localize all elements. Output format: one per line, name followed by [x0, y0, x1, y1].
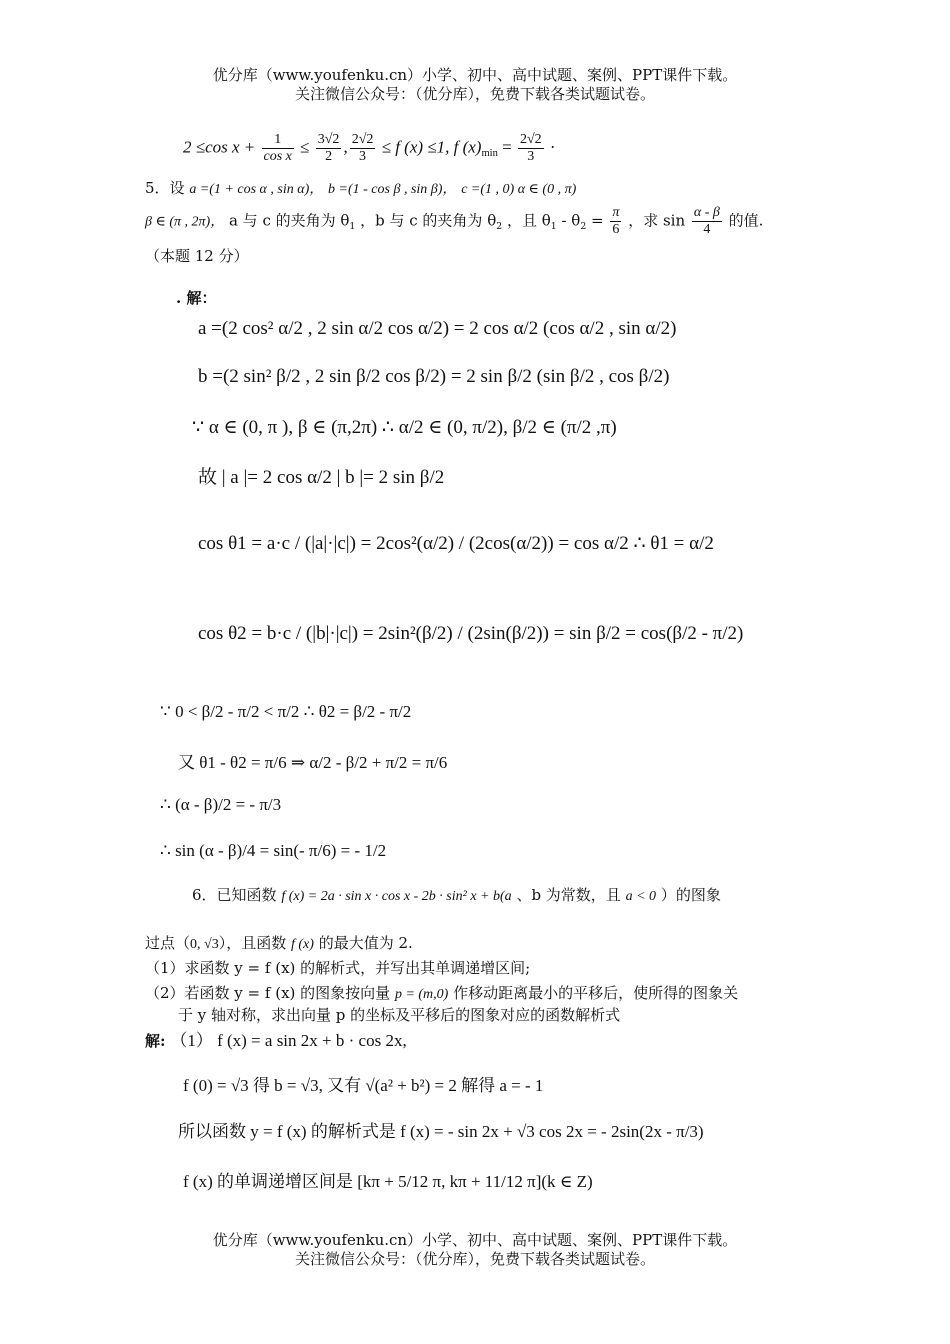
header-line-2: 关注微信公众号：（优分库），免费下载各类试题试卷。 [294, 85, 655, 103]
sol5-line-4: 故 | a |= 2 cos α/2 | b |= 2 sin β/2 [198, 467, 445, 488]
sol5-line-7: ∵ 0 < β/2 - π/2 < π/2 ∴ θ2 = β/2 - π/2 [160, 702, 412, 721]
q6-statement-line-2: 过点（0, √3），且函数 f (x) 的最大值为 2. [145, 934, 413, 952]
sol5-line-9: ∴ (α - β)/2 = - π/3 [160, 795, 282, 814]
q5-score: （本题 12 分） [145, 247, 249, 265]
header-line-1: 优分库（www.youfenku.cn）小学、初中、高中试题、案例、PPT课件下载。 [212, 66, 738, 84]
q4-result-line: 2 ≤cos x + $\frac{1}{\text{cos x}}$ ≤ $\frac{3√2}{2}$ , $\frac{2√2}{3}$ ≤ f (x) ≤1, f $(x)_{min}$ = $\frac{2√2}{3}$ · [183, 132, 556, 165]
sol5-line-10: ∴ sin (α - β)/4 = sin(- π/6) = - 1/2 [160, 841, 387, 860]
footer-line-2: 关注微信公众号：（优分库），免费下载各类试题试卷。 [294, 1250, 655, 1268]
sol5-line-1: a =(2 cos² α/2 , 2 sin α/2 cos α/2) = 2 cos α/2 (cos α/2 , sin α/2) [198, 318, 677, 339]
footer-line-1: 优分库（www.youfenku.cn）小学、初中、高中试题、案例、PPT课件下载。 [212, 1231, 738, 1249]
sol6-line-2: f (0) = √3 得 b = √3, 又有 √(a² + b²) = 2 解得 a = - 1 [183, 1076, 544, 1095]
solution-5-title: . 解： [176, 289, 217, 307]
sol5-line-8: 又 θ1 - θ2 = π/6 ⇒ α/2 - β/2 + π/2 = π/6 [178, 753, 448, 772]
q5-statement-line-2: β ∈ (π , 2π)， a 与 c 的夹角为 $\theta_1$ ，b 与 c 的夹角为 $\theta_2$ ，且 $\theta_1 - \theta_2$ = $\frac{\pi}{6}$ ，求 sin $\frac{\alpha - \beta}{4}$ 的值. [145, 205, 764, 238]
sol5-line-3: ∵ α ∈ (0, π ), β ∈ (π,2π) ∴ α/2 ∈ (0, π/2), β/2 ∈ (π/2 ,π) [192, 417, 617, 438]
q6-part-2: （2）若函数 y = f (x) 的图象按向量 p = (m,0) 作移动距离最小的平移后，使所得的图象关 [145, 984, 739, 1002]
q6-part-2-cont: 于 y 轴对称，求出向量 p 的坐标及平移后的图象对应的函数解析式 [178, 1006, 621, 1024]
sol5-line-5: cos θ1 = a·c / (|a|·|c|) = 2cos²(α/2) / (2cos(α/2)) = cos α/2 ∴ θ1 = α/2 [198, 533, 714, 554]
q5-statement-line-1: 5．设 a =(1 + cos α , sin α)， b =(1 - cos β , sin β)， c =(1 , 0) α ∈ (0 , π) [145, 179, 577, 197]
sol6-line-4: f (x) 的单调递增区间是 [kπ + 5/12 π, kπ + 11/12 π](k ∈ Z) [183, 1172, 593, 1191]
sol5-line-6: cos θ2 = b·c / (|b|·|c|) = 2sin²(β/2) / (2sin(β/2)) = sin β/2 = cos(β/2 - π/2) [198, 623, 744, 644]
sol6-line-3: 所以函数 y = f (x) 的解析式是 f (x) = - sin 2x + √3 cos 2x = - 2sin(2x - π/3) [178, 1122, 704, 1141]
q6-part-1: （1）求函数 y = f (x) 的解析式，并写出其单调递增区间; [145, 959, 531, 977]
q6-statement-line-1: 6．已知函数 f (x) = 2a · sin x · cos x - 2b · sin² x + b(a 、b 为常数，且 a < 0 ）的图象 [192, 886, 721, 904]
sol6-line-1: 解: （1） f (x) = a sin 2x + b · cos 2x, [145, 1031, 407, 1050]
sol5-line-2: b =(2 sin² β/2 , 2 sin β/2 cos β/2) = 2 sin β/2 (sin β/2 , cos β/2) [198, 366, 670, 387]
